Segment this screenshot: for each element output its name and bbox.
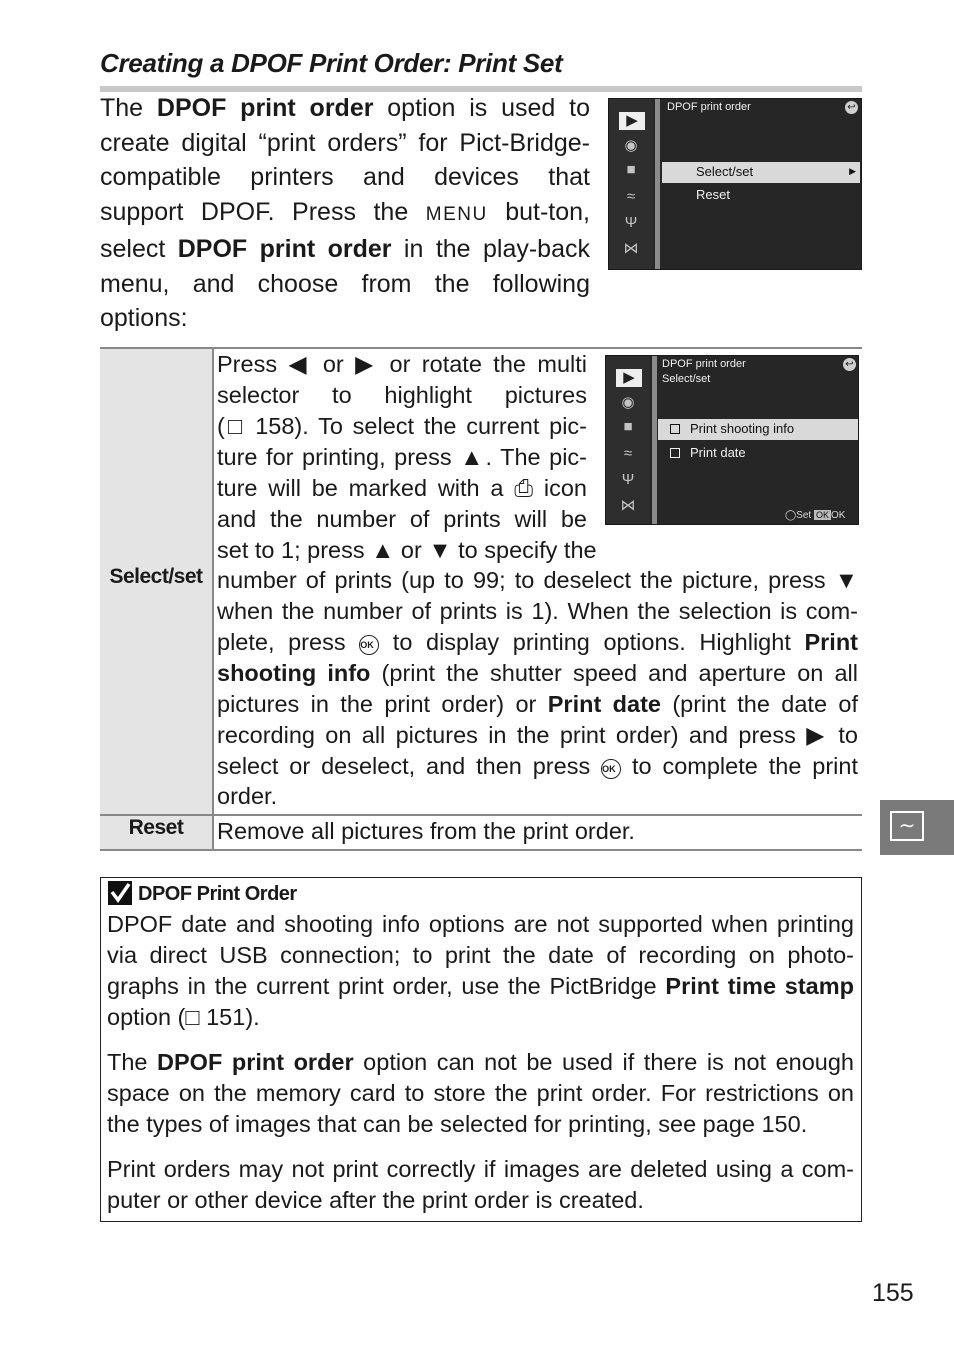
- text-line: selector to highlight pictures: [217, 382, 587, 408]
- text-line: select or deselect, and then press OK to complete the print: [217, 753, 858, 779]
- note-title: DPOF Print Order: [108, 881, 297, 906]
- text-line: Press ◀ or ▶ or rotate the multi: [217, 351, 587, 377]
- table-bottom-rule: [100, 849, 862, 851]
- text-line: The DPOF print order option can not be used if there is not enough: [107, 1049, 854, 1075]
- row-label-reset: Reset: [128, 816, 184, 839]
- text-line: the types of images that can be selected for printing, see page 150.: [107, 1111, 808, 1137]
- screen-footer: ◯Set OK OK: [785, 510, 846, 521]
- ok-button-icon: OK: [601, 759, 621, 779]
- text-line: graphs in the current print order, use the PictBridge Print time stamp: [107, 973, 855, 999]
- setup-menu-icon: Ψ: [624, 214, 638, 231]
- text-line: number of prints (up to 99; to deselect the picture, press ▼: [217, 567, 858, 593]
- reset-description: Remove all pictures from the print order.: [217, 818, 635, 844]
- checkmark-icon: [108, 881, 132, 905]
- screen-title: DPOF print order: [667, 101, 751, 113]
- camera-menu-icon: ◉: [624, 137, 638, 154]
- camera-menu-icon: ◉: [621, 394, 635, 411]
- text-line: Print orders may not print correctly if images are deleted using a com-: [107, 1156, 854, 1182]
- wireless-menu-icon: ⋈: [623, 240, 639, 257]
- screen-subtitle: Select/set: [662, 373, 711, 385]
- text-line: option (□ 151).: [107, 1004, 260, 1030]
- multi-selector-icon: ◯: [785, 510, 797, 521]
- return-icon: ↩: [843, 358, 856, 371]
- ok-button-icon: OK: [359, 635, 379, 655]
- setup-menu-icon: Ψ: [621, 471, 635, 488]
- page-number: 155: [872, 1279, 914, 1307]
- text-line: DPOF date and shooting info options are not supported when printing: [107, 911, 854, 937]
- text-line: puter or other device after the print order is created.: [107, 1187, 644, 1213]
- text-line: when the number of prints is 1). When the selection is com-: [217, 598, 858, 624]
- text-line: and the number of prints will be: [217, 506, 587, 532]
- menu-divider: [655, 99, 660, 269]
- custom-menu-icon: ≈: [626, 188, 636, 205]
- custom-menu-icon: ≈: [623, 445, 633, 462]
- select-set-description: [217, 349, 858, 811]
- text-line: space on the memory card to store the print order. For restrictions on: [107, 1080, 854, 1106]
- chevron-right-icon: ▶: [849, 166, 856, 176]
- ok-button-icon: OK: [816, 510, 830, 520]
- return-icon: ↩: [845, 101, 858, 114]
- text-line: via direct USB connection; to print the date of recording on photo-: [107, 942, 854, 968]
- movie-menu-icon: ■: [623, 418, 633, 435]
- option-print-date[interactable]: Print date: [670, 445, 746, 460]
- menu-item-select-set[interactable]: Select/set ▶: [662, 162, 860, 183]
- text-line: plete, press OK to display printing options. Highlight Print: [217, 629, 858, 655]
- text-line: ture for printing, press ▲. The pic-: [217, 444, 587, 470]
- camera-screen-dpof-menu: [608, 98, 862, 270]
- section-heading: Creating a DPOF Print Order: Print Set: [100, 48, 563, 78]
- wireless-menu-icon: ⋈: [620, 497, 636, 514]
- playback-menu-icon: ▶: [616, 369, 642, 387]
- chapter-tab: [880, 800, 954, 855]
- menu-button-glyph: MENU: [425, 203, 488, 225]
- movie-menu-icon: ■: [626, 161, 636, 178]
- option-print-shooting-info[interactable]: Print shooting info: [658, 419, 858, 440]
- intro-paragraph: The DPOF print order option is used to create digital “print orders” for Pict-Bridge-compatible printers and devices that support DPOF. Press the MENU but-ton, select DPOF print order in the play-back menu, and choose from the following options:: [100, 94, 590, 332]
- dpof-term: DPOF print order: [156, 94, 374, 122]
- playback-menu-icon: ▶: [619, 112, 645, 130]
- retouch-tab-icon: ∼: [890, 811, 924, 841]
- text-line: ture will be marked with a ⎙ icon: [217, 475, 587, 501]
- text-line: shooting info (print the shutter speed and aperture on all: [217, 660, 858, 686]
- row-label-select-set: Select/set: [109, 565, 203, 588]
- table-label-column: [100, 348, 212, 850]
- text-line: pictures in the print order) or Print date (print the date of: [217, 691, 858, 717]
- note-body: [107, 909, 854, 1215]
- text-line: set to 1; press ▲ or ▼ to specify the: [217, 537, 597, 563]
- screen-title: DPOF print order: [662, 358, 746, 370]
- text-line: recording on all pictures in the print order) and press ▶ to: [217, 722, 858, 748]
- table-column-divider: [212, 348, 214, 850]
- menu-item-reset[interactable]: Reset: [696, 187, 730, 202]
- text-line: order.: [217, 783, 278, 809]
- text-line: (□ 158). To select the current pic-: [217, 413, 587, 439]
- dpof-term: DPOF print order: [177, 235, 392, 263]
